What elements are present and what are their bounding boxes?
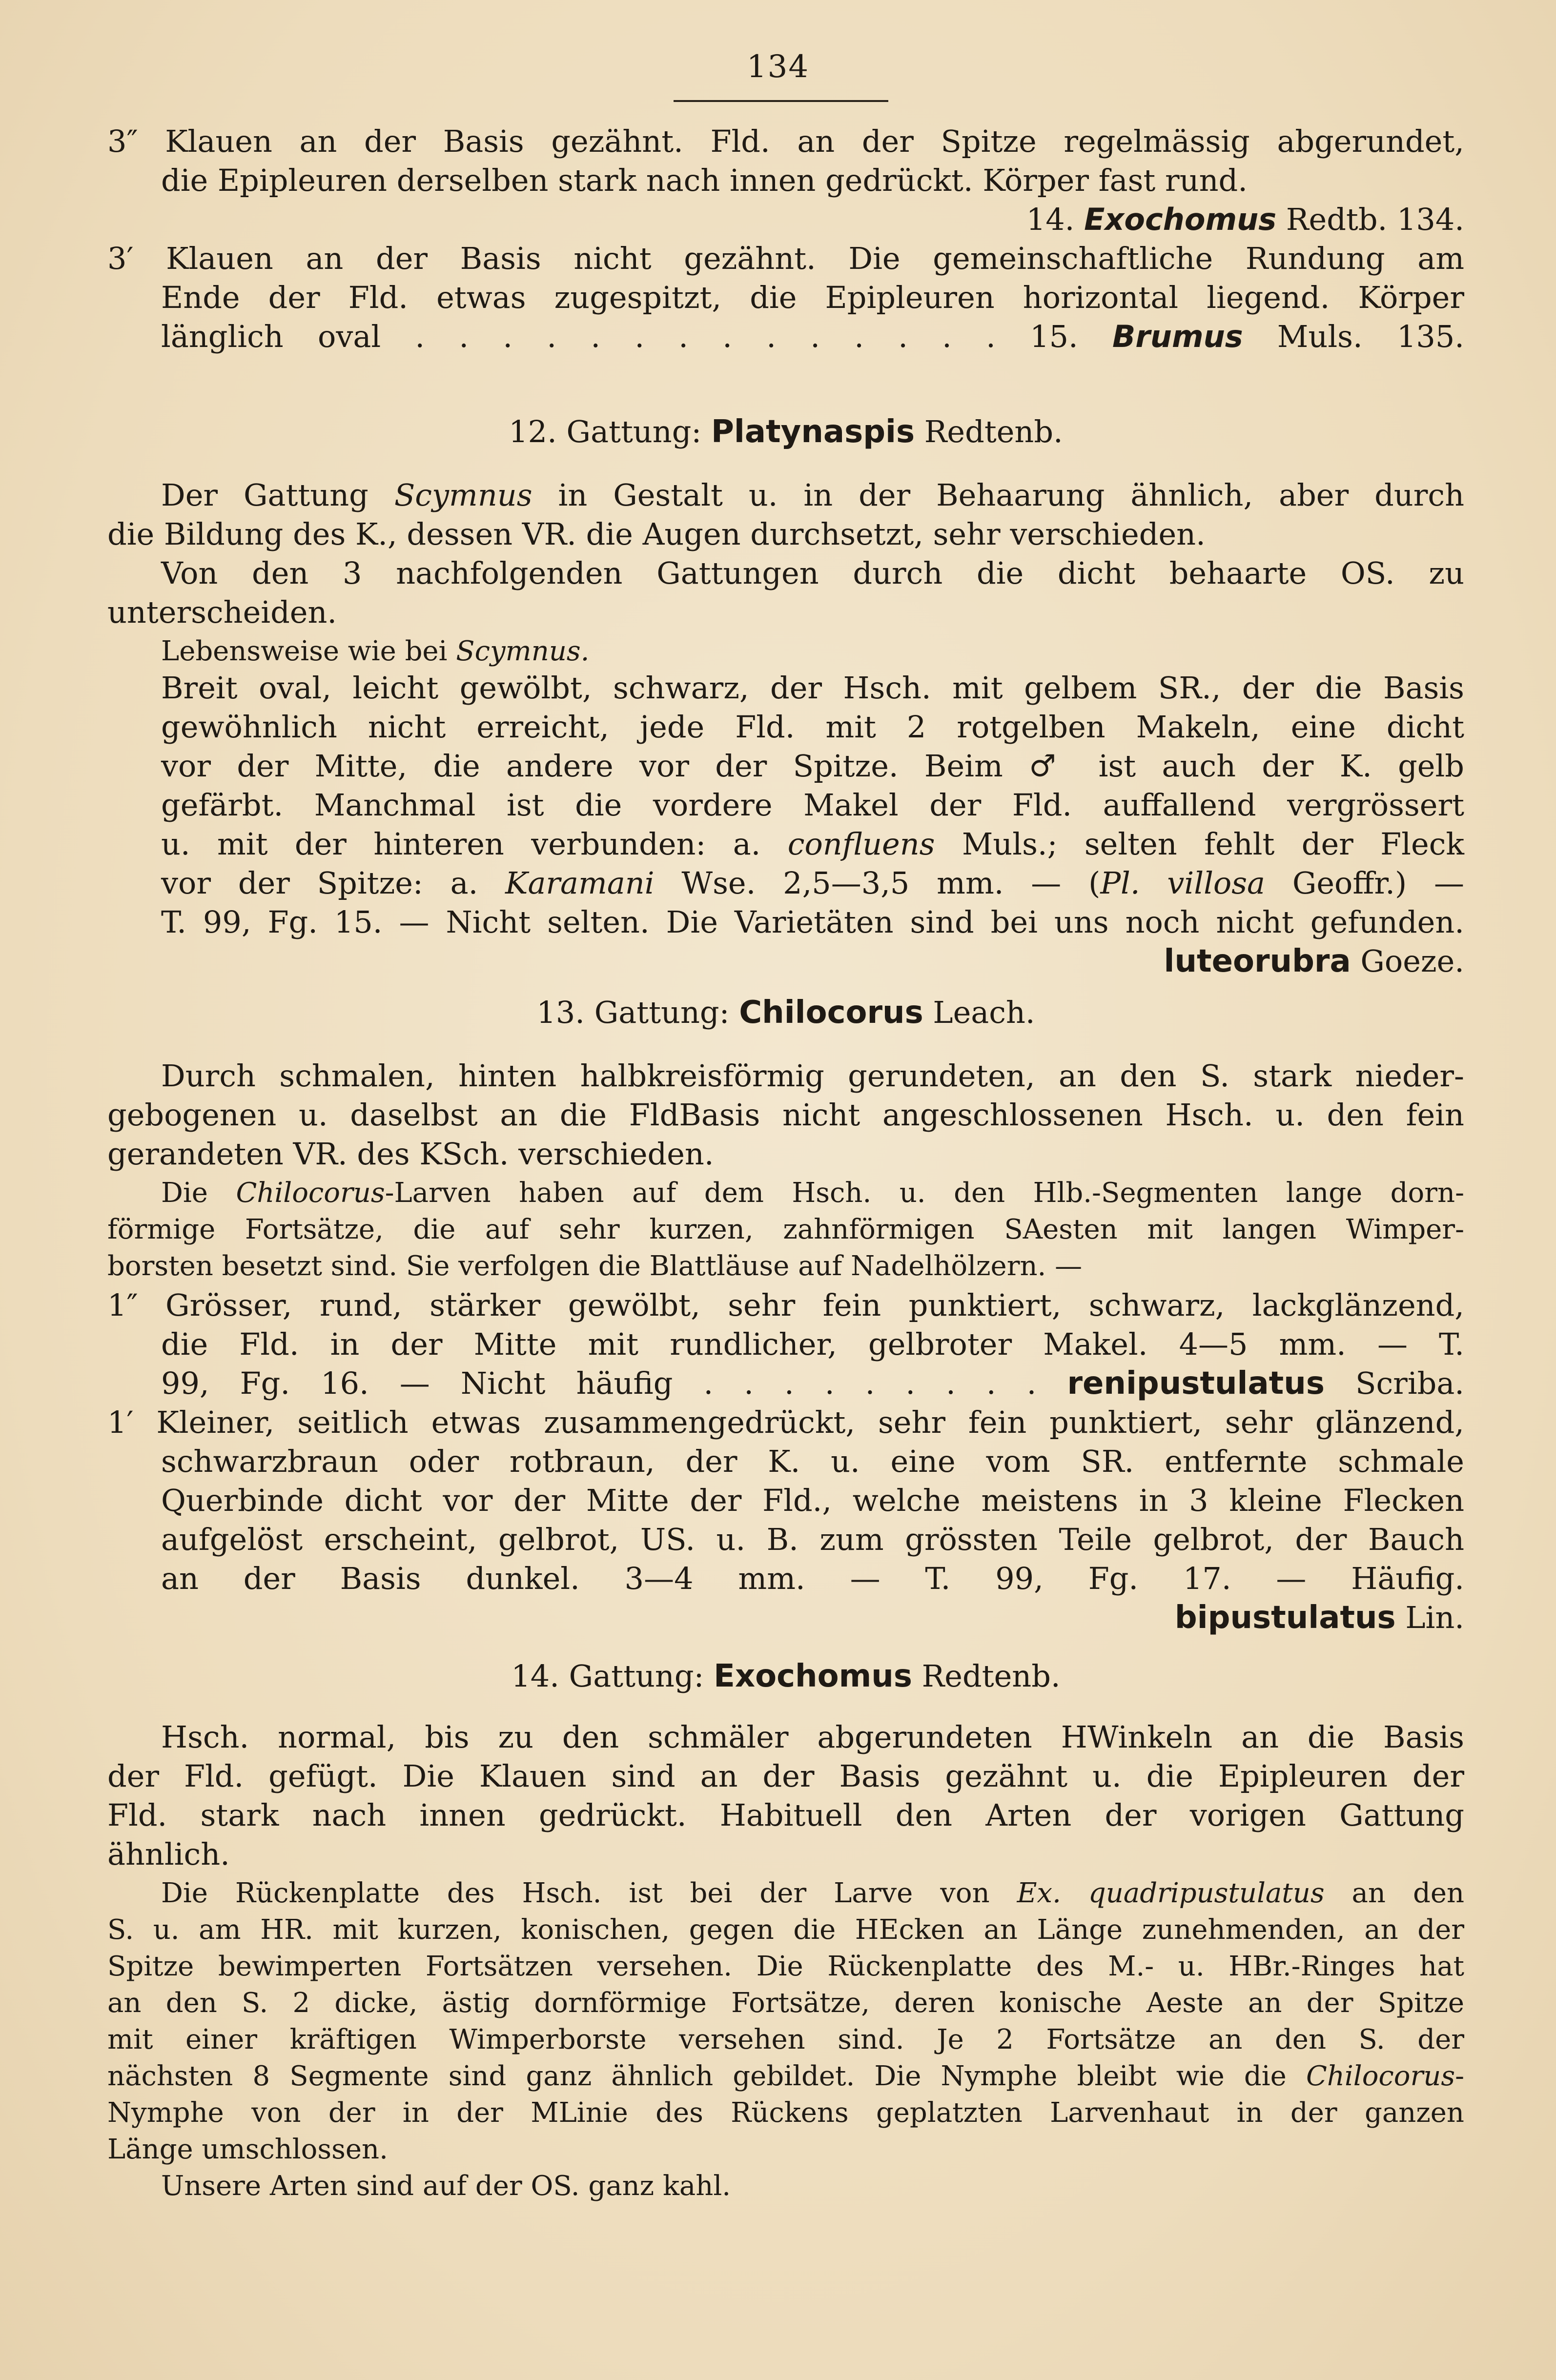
- line-text: Lebensweise wie bei: [161, 635, 456, 667]
- text-line: [107, 2057, 1464, 2096]
- text-line: aufgelöst erscheint, gelbrot, US. u. B. zum grössten Teile gelbrot, der Bauch: [161, 1522, 1464, 1557]
- text-line: [107, 412, 1464, 451]
- line-text: Die: [161, 1177, 236, 1209]
- emphasis-text: Chilocorus: [739, 995, 923, 1031]
- text-line: förmige Fortsätze, die auf sehr kurzen, zahnförmigen SAesten mit langen Wimper-: [107, 1214, 1464, 1245]
- emphasis-text: bipustulatus: [1174, 1600, 1396, 1636]
- text-line: Spitze bewimperten Fortsätzen versehen. Die Rückenplatte des M.- u. HBr.-Ringes hat: [107, 1951, 1464, 1982]
- text-line: der Fld. gefügt. Die Klauen sind an der Basis gezähnt u. die Epipleuren der: [107, 1758, 1464, 1794]
- text-line: [161, 200, 1464, 239]
- text-line: schwarzbraun oder rotbraun, der K. u. eine vom SR. entfernte schmale: [161, 1444, 1464, 1479]
- text-line: 1′ Kleiner, seitlich etwas zusammengedrückt, sehr fein punktiert, sehr glänzend,: [107, 1404, 1464, 1440]
- emphasis-text: Exochomus: [714, 1658, 912, 1694]
- text-line: Hsch. normal, bis zu den schmäler abgerundeten HWinkeln an die Basis: [161, 1719, 1464, 1755]
- emphasis-text: Brumus: [1112, 319, 1243, 354]
- text-line: gerandeten VR. des KSch. verschieden.: [107, 1136, 714, 1172]
- text-line: [161, 1598, 1464, 1637]
- text-line: [107, 1657, 1464, 1696]
- line-text: Goeze.: [1351, 943, 1464, 979]
- line-text: vor der Spitze: a.: [161, 865, 506, 901]
- text-line: [107, 993, 1464, 1032]
- text-line: Nymphe von der in der MLinie des Rückens geplatzten Larvenhaut in der ganzen: [107, 2097, 1464, 2129]
- emphasis-text: Karamani: [505, 865, 655, 901]
- line-text: Redtenb.: [912, 1658, 1061, 1694]
- text-line: Unsere Arten sind auf der OS. ganz kahl.: [161, 2170, 731, 2202]
- text-line: an der Basis dunkel. 3—4 mm. — T. 99, Fg. 17. — Häufig.: [161, 1561, 1464, 1596]
- text-line: Durch schmalen, hinten halbkreisförmig gerundeten, an den S. stark nieder-: [161, 1058, 1464, 1094]
- text-line: [161, 1364, 1464, 1403]
- text-line: an den S. 2 dicke, ästig dornförmige Fortsätze, deren konische Aeste an der Spitze: [107, 1987, 1464, 2019]
- text-line: borsten besetzt sind. Sie verfolgen die Blattläuse auf Nadelhölzern. —: [107, 1250, 1083, 1282]
- line-text: Muls.; selten fehlt der Fleck: [935, 826, 1464, 862]
- text-line: [161, 1874, 1464, 1913]
- text-line: [161, 476, 1464, 515]
- text-line: Fld. stark nach innen gedrückt. Habituell den Arten der vorigen Gattung: [107, 1797, 1464, 1833]
- line-text: Muls. 135.: [1243, 319, 1465, 354]
- emphasis-text: Exochomus: [1084, 202, 1277, 237]
- line-text: 12. Gattung:: [509, 414, 712, 449]
- text-line: [161, 942, 1464, 981]
- text-line: S. u. am HR. mit kurzen, konischen, gegen die HEcken an Länge zunehmenden, an der: [107, 1914, 1464, 1946]
- text-line: Von den 3 nachfolgenden Gattungen durch die dicht behaarte OS. zu: [161, 555, 1464, 591]
- text-line: ähnlich.: [107, 1836, 230, 1872]
- emphasis-text: confluens: [787, 826, 935, 862]
- page-number: 134: [746, 49, 810, 85]
- line-text: Scriba.: [1324, 1365, 1465, 1401]
- text-line: 1″ Grösser, rund, stärker gewölbt, sehr fein punktiert, schwarz, lackglänzend,: [107, 1287, 1464, 1323]
- line-text: länglich oval . . . . . . . . . . . . . . 15.: [161, 319, 1113, 354]
- line-text: Redtenb.: [915, 414, 1063, 449]
- text-line: [161, 632, 893, 671]
- line-text: 13. Gattung:: [536, 995, 739, 1030]
- emphasis-text: Ex. quadripustulatus: [1017, 1877, 1325, 1909]
- line-text: in Gestalt u. in der Behaarung ähnlich, aber durch: [532, 477, 1464, 513]
- emphasis-text: Platynaspis: [711, 414, 915, 450]
- line-text: Redtb. 134.: [1276, 202, 1464, 237]
- text-line: gefärbt. Manchmal ist die vordere Makel der Fld. auffallend vergrössert: [161, 787, 1464, 823]
- text-line: Länge umschlossen.: [107, 2134, 388, 2165]
- emphasis-text: Pl. villosa: [1100, 865, 1266, 901]
- text-line: [161, 825, 1464, 864]
- line-text: Lin.: [1395, 1600, 1464, 1635]
- line-text: 14.: [1026, 202, 1085, 237]
- line-text: Geoffr.) —: [1265, 865, 1464, 901]
- text-line: [161, 864, 1464, 903]
- line-text: Leach.: [923, 995, 1035, 1030]
- text-line: die Epipleuren derselben stark nach innen gedrückt. Körper fast rund.: [161, 163, 1248, 198]
- line-text: Wse. 2,5—3,5 mm. — (: [654, 865, 1101, 901]
- text-line: die Bildung des K., dessen VR. die Augen durchsetzt, sehr verschieden.: [107, 516, 1206, 552]
- text-line: gewöhnlich nicht erreicht, jede Fld. mit 2 rotgelben Makeln, eine dicht: [161, 709, 1464, 745]
- text-line: Querbinde dicht vor der Mitte der Fld., welche meistens in 3 kleine Flecken: [161, 1483, 1464, 1518]
- emphasis-text: Chilocorus: [1306, 2060, 1455, 2092]
- text-line: 3″ Klauen an der Basis gezähnt. Fld. an der Spitze regelmässig abgerundet,: [107, 123, 1464, 159]
- line-text: -: [1455, 2060, 1464, 2092]
- text-line: Breit oval, leicht gewölbt, schwarz, der Hsch. mit gelbem SR., der die Basis: [161, 670, 1464, 706]
- emphasis-text: Scymnus: [394, 477, 532, 513]
- line-text: nächsten 8 Segmente sind ganz ähnlich gebildet. Die Nymphe bleibt wie die: [107, 2060, 1306, 2092]
- line-text: 99, Fg. 16. — Nicht häufig . . . . . . . . .: [161, 1365, 1067, 1401]
- text-line: [161, 317, 1464, 356]
- text-line: mit einer kräftigen Wimperborste versehen sind. Je 2 Fortsätze an den S. der: [107, 2024, 1464, 2055]
- line-text: an den: [1324, 1877, 1465, 1909]
- text-line: [161, 1174, 1464, 1213]
- line-text: u. mit der hinteren verbunden: a.: [161, 826, 788, 862]
- text-line: Ende der Fld. etwas zugespitzt, die Epipleuren horizontal liegend. Körper: [161, 280, 1464, 315]
- line-text: 14. Gattung:: [511, 1658, 714, 1694]
- text-line: vor der Mitte, die andere vor der Spitze. Beim ♂ ist auch der K. gelb: [161, 748, 1464, 784]
- emphasis-text: Chilocorus: [236, 1177, 385, 1209]
- line-text: Der Gattung: [161, 477, 394, 513]
- text-line: T. 99, Fg. 15. — Nicht selten. Die Varietäten sind bei uns noch nicht gefunden.: [161, 904, 1464, 940]
- line-text: Die Rückenplatte des Hsch. ist bei der Larve von: [161, 1877, 1017, 1909]
- text-line: gebogenen u. daselbst an die FldBasis nicht angeschlossenen Hsch. u. den fein: [107, 1097, 1464, 1133]
- text-line: die Fld. in der Mitte mit rundlicher, gelbroter Makel. 4—5 mm. — T.: [161, 1326, 1464, 1362]
- emphasis-text: luteorubra: [1164, 943, 1351, 979]
- line-text: -Larven haben auf dem Hsch. u. den Hlb.-Segmenten lange dorn-: [385, 1177, 1464, 1209]
- text-line: unterscheiden.: [107, 594, 337, 630]
- header-rule: [674, 100, 888, 102]
- emphasis-text: renipustulatus: [1067, 1365, 1325, 1402]
- text-line: 3′ Klauen an der Basis nicht gezähnt. Die gemeinschaftliche Rundung am: [107, 241, 1464, 276]
- emphasis-text: Scymnus.: [456, 635, 590, 667]
